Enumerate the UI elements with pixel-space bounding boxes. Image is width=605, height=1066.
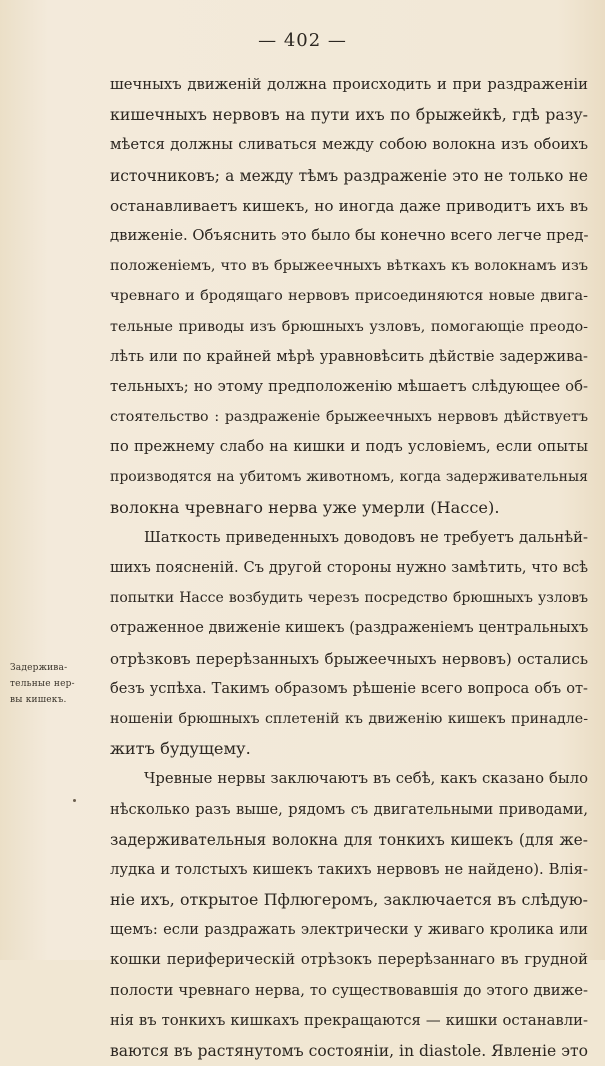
margin-note-line: вы кишекъ. bbox=[10, 695, 67, 705]
text-line: безъ успѣха. Такимъ образомъ рѣшенiе всего вопроса объ от- bbox=[110, 679, 588, 697]
text-line: производятся на убитомъ животномъ, когда задерживательныя bbox=[110, 469, 588, 486]
text-line: останавливаетъ кишекъ, но иногда даже приводитъ ихъ въ bbox=[110, 196, 588, 215]
text-line: ношенiи брюшныхъ сплетенiй къ движенiю кишекъ принадле- bbox=[110, 710, 588, 727]
text-line: кошки периферическiй отрѣзокъ перерѣзаннаго въ грудной bbox=[110, 951, 588, 969]
text-line: движенiе. Объяснить это было бы конечно всего легче пред- bbox=[110, 226, 589, 244]
text-line: щемъ: если раздражать электрически у живаго кролика или bbox=[110, 921, 588, 939]
text-line: отраженное движенiе кишекъ (раздраженiемъ центральныхъ bbox=[110, 619, 589, 637]
text-line: кишечныхъ нервовъ на пути ихъ по брыжейкѣ, гдѣ разу- bbox=[110, 105, 588, 125]
text-line: задерживательныя волокна для тонкихъ кишекъ (для же- bbox=[110, 830, 588, 849]
text-line: попытки Нассе возбудить черезъ посредство брюшныхъ узловъ bbox=[110, 590, 588, 607]
body-text bbox=[110, 70, 588, 1066]
text-line: нiя въ тонкихъ кишкахъ прекращаются — кишки останавли- bbox=[110, 1011, 588, 1029]
text-line: положенiемъ, что въ брыжеечныхъ вѣткахъ къ волокнамъ изъ bbox=[110, 258, 588, 275]
text-line: житъ будущему. bbox=[110, 739, 251, 759]
text-line: ваются въ растянутомъ состоянiи, in diastole. Явленiе это bbox=[110, 1042, 588, 1060]
text-line: шихъ поясненiй. Съ другой стороны нужно замѣтить, что всѣ bbox=[110, 559, 588, 576]
margin-note bbox=[10, 660, 106, 708]
text-line: стоятельство : раздраженiе брыжеечныхъ нервовъ дѣйствуетъ bbox=[110, 409, 588, 426]
text-line: волокна чревнаго нерва уже умерли (Нассе). bbox=[110, 497, 500, 517]
text-line: лѣть или по крайней мѣрѣ уравновѣсить дѣйствiе задержива- bbox=[110, 347, 588, 365]
margin-note-line: тельные нер- bbox=[10, 679, 75, 689]
text-line: нiе ихъ, открытое Пфлюгеромъ, заключается въ слѣдую- bbox=[110, 890, 588, 910]
text-line: мѣется должны сливаться между собою волокна изъ обоихъ bbox=[110, 136, 588, 154]
text-line: полости чревнаго нерва, то существовавшiя до этого движе- bbox=[110, 981, 588, 999]
text-line: тельные приводы изъ брюшныхъ узловъ, помогающiе преодо- bbox=[110, 318, 588, 335]
text-line: чревнаго и бродящаго нервовъ присоединяются новые двига- bbox=[110, 288, 588, 305]
ink-speck bbox=[73, 799, 76, 802]
text-line: Шаткость приведенныхъ доводовъ не требуетъ дальнѣй- bbox=[144, 528, 588, 546]
text-line: источниковъ; а между тѣмъ раздраженiе это не только не bbox=[110, 166, 588, 185]
margin-note-line: Задержива- bbox=[10, 663, 68, 673]
text-line: лудка и толстыхъ кишекъ такихъ нервовъ не найдено). Влiя- bbox=[110, 860, 588, 878]
page-number: — 402 — bbox=[258, 30, 347, 51]
text-line: шечныхъ движенiй должна происходить и при раздраженiи bbox=[110, 76, 588, 93]
text-line: отрѣзковъ перерѣзанныхъ брыжеечныхъ нервовъ) остались bbox=[110, 649, 588, 668]
text-line: тельныхъ; но этому предположенiю мѣшаетъ слѣдующее об- bbox=[110, 377, 588, 395]
text-line: Чревные нервы заключаютъ въ себѣ, какъ сказано было bbox=[144, 770, 588, 788]
text-line: по прежнему слабо на кишки и подъ условiемъ, если опыты bbox=[110, 438, 588, 456]
text-line: нѣсколько разъ выше, рядомъ съ двигательными приводами, bbox=[110, 800, 588, 818]
